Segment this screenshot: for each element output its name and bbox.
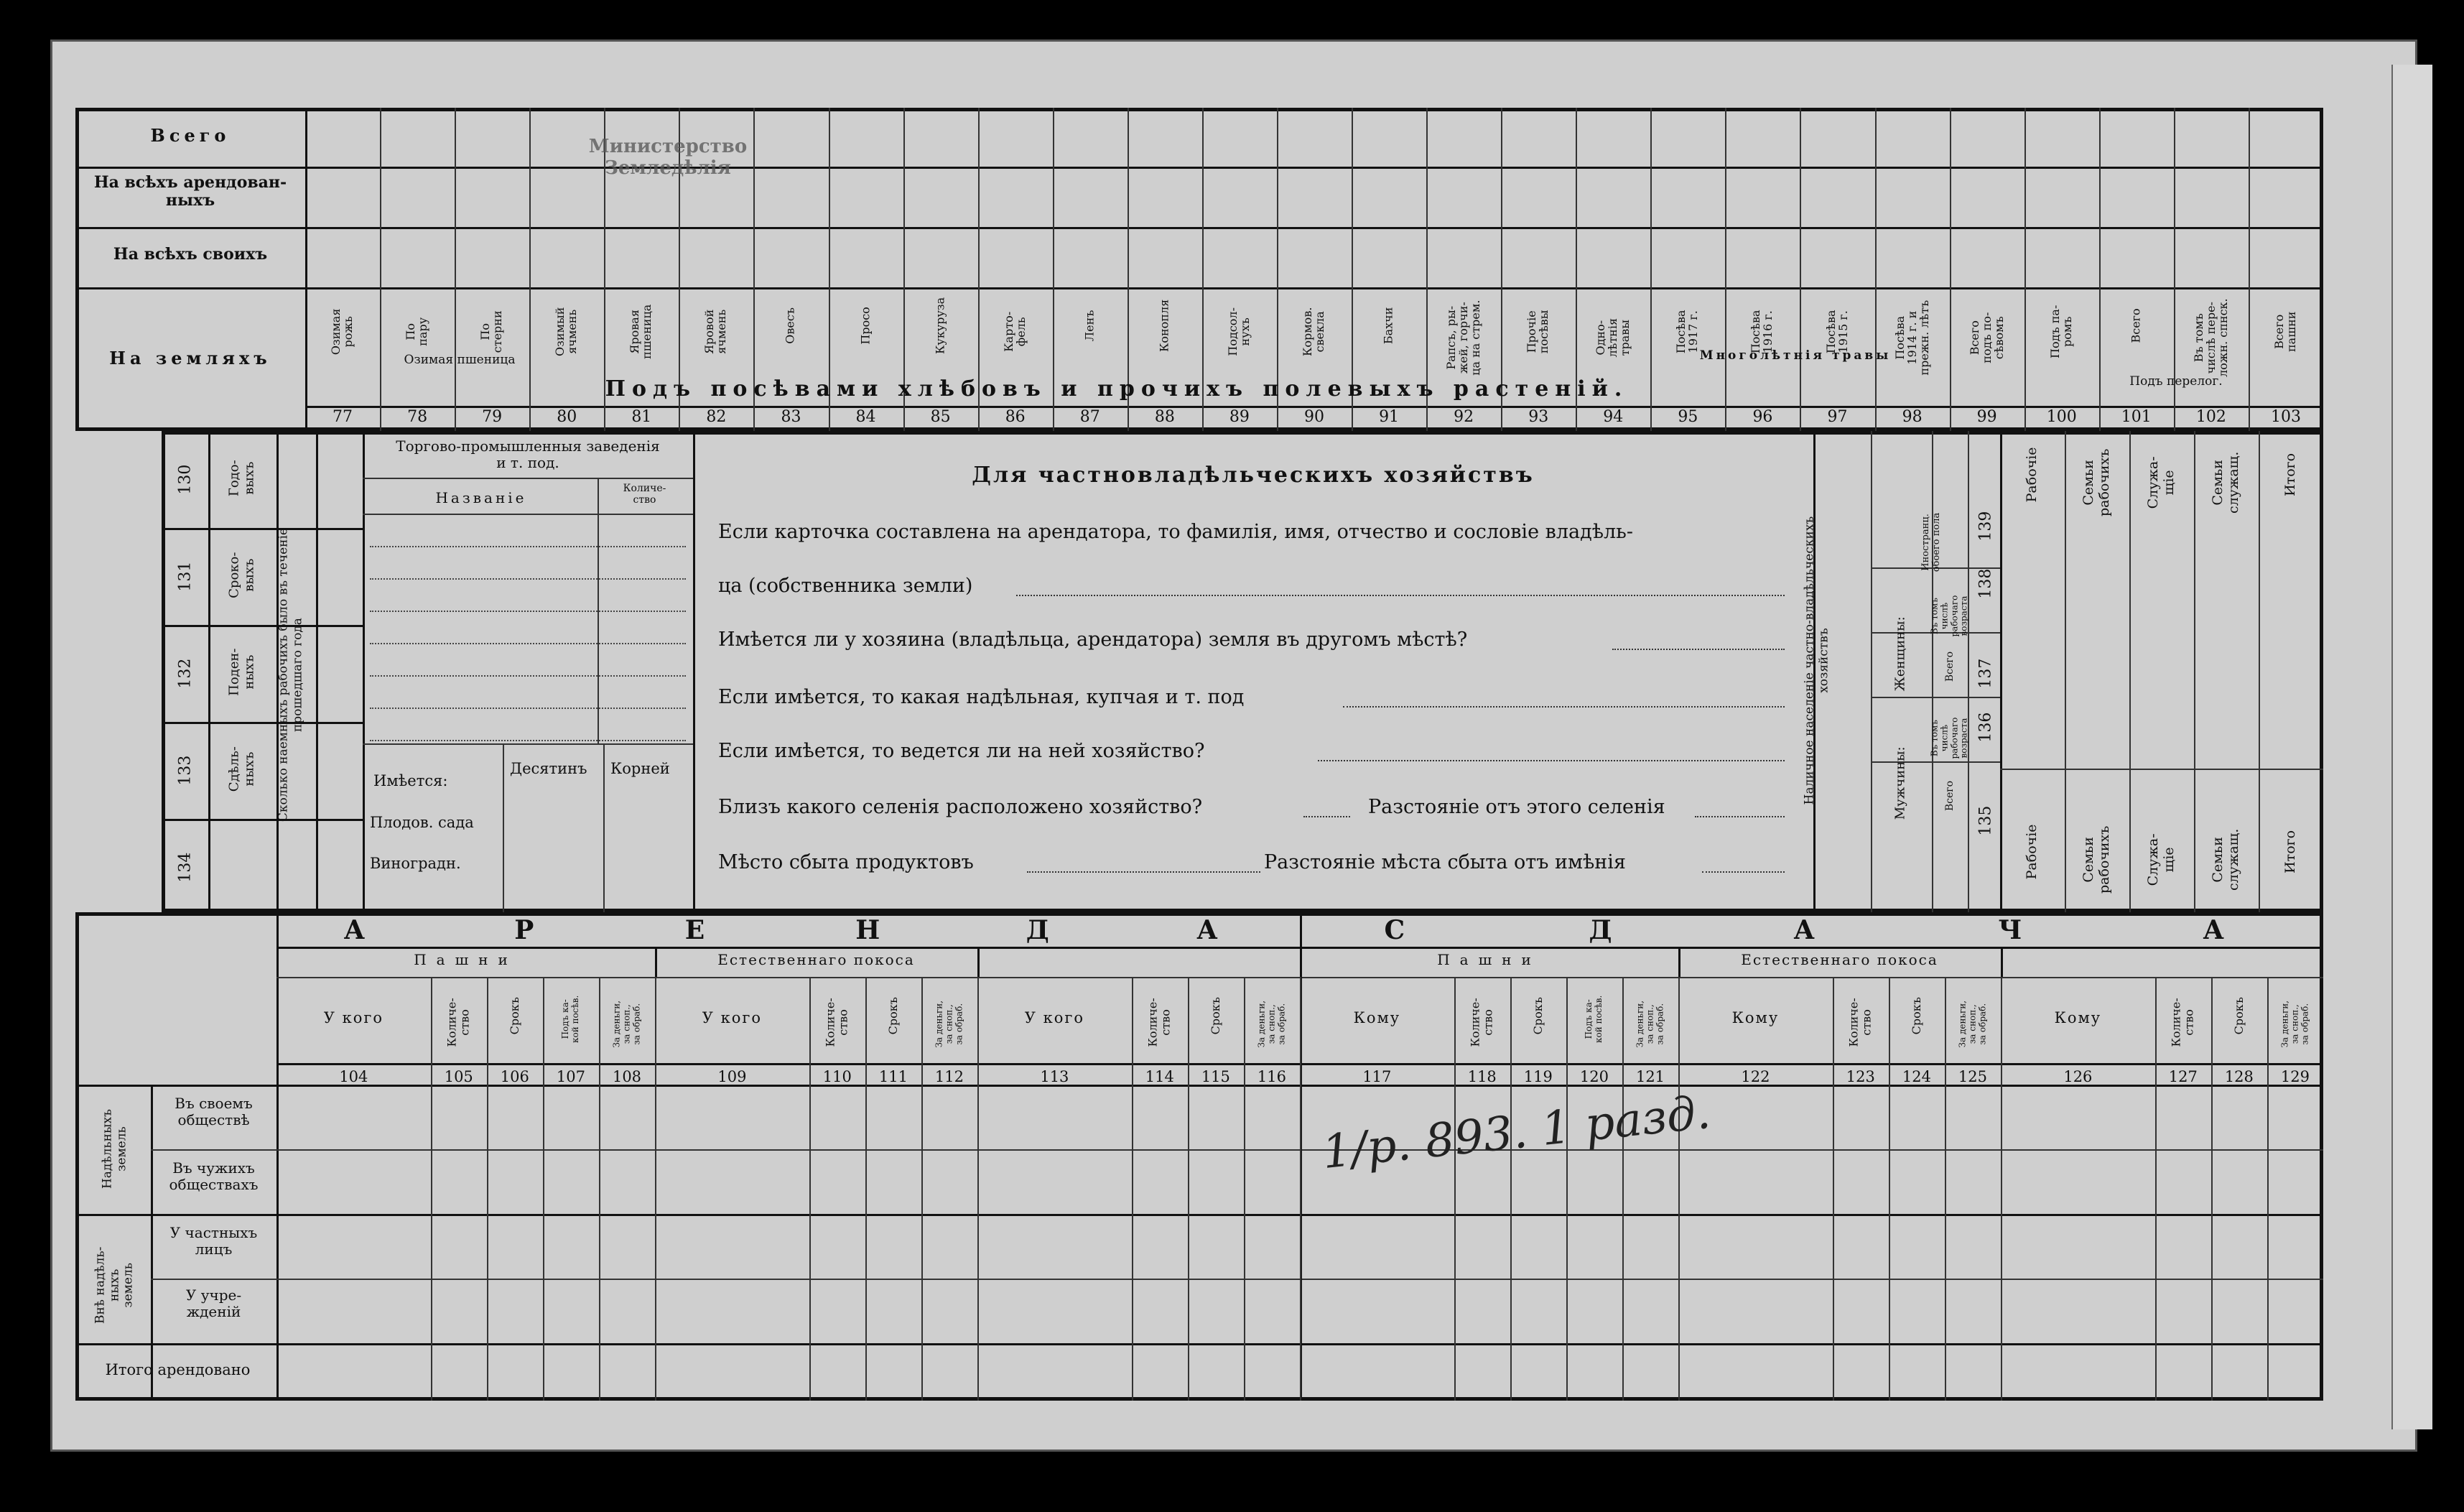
crop-header: Озимый ячмень [553, 307, 580, 356]
crop-header: Подсол- нухъ [1226, 307, 1252, 356]
crop-col-number: 87 [1079, 408, 1100, 426]
population-col-footer: Рабочіе [2024, 824, 2040, 880]
crop-col-number: 84 [855, 408, 876, 426]
crop-col-number: 103 [2270, 408, 2301, 426]
crop-header: Всего подъ по- сѣвомъ [1967, 312, 2006, 363]
crop-col-number: 81 [631, 408, 652, 426]
sdacha-title-letter: А [2203, 915, 2224, 945]
hired-workers-title: Сколько наемныхъ рабочихъ было въ теченіе прошедшаго года [276, 528, 304, 822]
orchard-label: Плодов. сада [370, 814, 474, 831]
has-label: Имѣется: [373, 772, 448, 789]
hired-type-label: Сроко- выхъ [226, 552, 256, 598]
korney-col: Корней [610, 760, 670, 777]
lease-col-number: 108 [612, 1068, 642, 1085]
lease-header: За деньги, за сноп., за обраб. [1957, 1000, 1987, 1048]
crop-header: Кормов. свекла [1301, 307, 1326, 357]
arenda-pashni-header: Пашни [414, 951, 518, 968]
crop-col-number: 101 [2121, 408, 2152, 426]
arenda-title-letter: Д [1026, 915, 1049, 945]
crop-header: Прочіе посѣвы [1525, 310, 1551, 354]
trade-name-col: Названіе [435, 489, 527, 506]
private-line-4: Если имѣется, то какая надѣльная, купчая и т. под [718, 686, 1245, 708]
lease-col-number: 106 [500, 1068, 529, 1085]
crop-col-number: 98 [1902, 408, 1923, 426]
crop-header: Конопля [1157, 299, 1171, 353]
ministry-stamp: Министерство Земледѣлія [588, 136, 748, 179]
crop-header: По стерни [478, 310, 505, 353]
lease-col-number: 107 [556, 1068, 585, 1085]
arenda-title-letter: Е [684, 915, 705, 945]
lease-header: За деньги, за сноп., за обраб. [1635, 1000, 1665, 1048]
crop-col-number: 90 [1303, 408, 1324, 426]
crop-header: Овесъ [784, 307, 798, 344]
men-working-age: Въ томъ числѣ рабочаго возраста [1929, 717, 1969, 759]
population-col-header: Рабочіе [2024, 447, 2040, 503]
lease-col-number: 110 [822, 1068, 852, 1085]
lease-col-number: 118 [1467, 1068, 1497, 1085]
crop-header: Подъ па- ромъ [2047, 305, 2074, 358]
lease-col-number: 112 [934, 1068, 964, 1085]
women-working-age: Въ томъ числѣ рабочаго возраста [1929, 595, 1969, 637]
sdacha-title-letter: С [1384, 915, 1405, 945]
crop-header: Озимая рожь [329, 308, 355, 356]
crop-header: Въ томъ числѣ пере- ложн. спнск. [2191, 298, 2230, 378]
lease-header: Срокъ [2231, 997, 2246, 1035]
lease-header: Срокъ [1208, 997, 1222, 1035]
crop-col-number: 86 [1005, 408, 1026, 426]
hired-col-number: 130 [176, 464, 195, 495]
crop-col-number: 91 [1379, 408, 1400, 426]
population-col-number: 136 [1976, 712, 1995, 743]
lease-col-number: 109 [717, 1068, 747, 1085]
hired-type-label: Сдѣль- ныхъ [226, 746, 256, 792]
crop-col-number: 97 [1827, 408, 1848, 426]
hired-type-label: Поден- ныхъ [226, 648, 256, 696]
lease-col-number: 121 [1635, 1068, 1665, 1085]
lease-col-number: 114 [1145, 1068, 1174, 1085]
population-col-footer: Служа- щіе [2145, 833, 2177, 886]
row-label-own: На всѣхъ своихъ [113, 245, 268, 264]
population-col-number: 139 [1976, 511, 1995, 542]
crop-col-number: 88 [1154, 408, 1175, 426]
lease-header: Срокъ [885, 997, 900, 1035]
hired-col-number: 132 [176, 658, 195, 689]
lease-header: Срокъ [507, 997, 521, 1035]
crop-header: Посѣва 1917 г. [1674, 310, 1701, 354]
arenda-title-letter: А [1196, 915, 1218, 945]
next-page-edge [2391, 65, 2432, 1429]
lease-col-number: 126 [2063, 1068, 2093, 1085]
private-line-6a: Близъ какого селенія расположено хозяйство? [718, 796, 1203, 818]
lease-col-number: 128 [2224, 1068, 2254, 1085]
crop-header: Кукуруза [933, 297, 947, 354]
lease-col-number: 116 [1257, 1068, 1286, 1085]
fallow-label: Подъ перелог. [2129, 374, 2223, 389]
crop-header: Яровой ячмень [702, 309, 729, 354]
lease-header: Срокъ [1530, 997, 1545, 1035]
private-line-7b: Разстояніе мѣста сбыта отъ имѣнія [1264, 851, 1626, 873]
trade-row-line [370, 708, 686, 709]
crop-col-number: 85 [930, 408, 951, 426]
crop-col-number: 96 [1752, 408, 1773, 426]
crop-header: Карто- фель [1001, 311, 1028, 352]
hired-col-number: 134 [176, 852, 195, 883]
women-label: Женщины: [1892, 616, 1908, 692]
private-line-7a: Мѣсто сбыта продуктовъ [718, 851, 974, 873]
trade-row-line [370, 578, 686, 580]
trade-row-line [370, 740, 686, 741]
crop-header: Всего пашни [2272, 311, 2298, 352]
lease-header: За деньги, за сноп., за обраб. [1256, 1000, 1286, 1048]
row-total-rented: Итого арендовано [105, 1361, 251, 1378]
crop-header: Яровая пшеница [628, 304, 654, 359]
lease-col-number: 113 [1040, 1068, 1069, 1085]
trade-qty-col: Количе- ство [623, 483, 666, 506]
hired-col-number: 131 [176, 561, 195, 592]
crop-col-number: 102 [2195, 408, 2226, 426]
crop-col-number: 93 [1528, 408, 1549, 426]
trade-row-line [370, 611, 686, 612]
desyatin-col: Десятинъ [510, 760, 587, 777]
lease-header-who: У кого [323, 1009, 383, 1026]
lease-header: Количе- ство [823, 998, 850, 1047]
arenda-pokos-header: Естественнаго покоса [717, 951, 915, 968]
population-title: Наличное населеніе частно-владѣльческихъ хозяйствъ [1802, 516, 1831, 805]
sdacha-title-letter: А [1793, 915, 1815, 945]
crop-col-number: 79 [482, 408, 503, 426]
sdacha-title-letter: Ч [1998, 915, 2022, 945]
row-group-nadel: Надѣльныхъ земель [100, 1109, 129, 1189]
lease-col-number: 111 [878, 1068, 908, 1085]
sdacha-title-letter: Д [1589, 915, 1612, 945]
men-label: Мужчины: [1892, 746, 1908, 820]
crop-col-number: 80 [557, 408, 577, 426]
population-col-header: Семьи рабочихъ [2081, 448, 2112, 517]
population-col-header: Итого [2282, 453, 2299, 496]
lease-col-number: 104 [339, 1068, 368, 1085]
lease-header: Количе- ство [1468, 998, 1495, 1047]
crop-col-number: 82 [706, 408, 727, 426]
crop-col-number: 77 [333, 408, 353, 426]
lease-header: Подъ ка- кой посѣв. [560, 995, 580, 1043]
crop-header: Посѣва 1916 г. [1749, 310, 1775, 354]
lease-header: За деньги, за сноп., за обраб. [2279, 1000, 2310, 1048]
vineyard-label: Виноградн. [370, 855, 461, 872]
lease-col-number: 123 [1846, 1068, 1875, 1085]
lease-header: Количе- ство [445, 998, 472, 1047]
winter-wheat-label: Озимая пшеница [404, 353, 516, 367]
row-other-societies: Въ чужихъ обществахъ [169, 1159, 259, 1193]
crop-col-number: 92 [1454, 408, 1474, 426]
lease-col-number: 129 [2280, 1068, 2310, 1085]
trade-title: Торгово-промышленныя заведенія и т. под. [396, 437, 660, 471]
women-total-label: Всего [1943, 651, 1956, 682]
row-private-persons: У частныхъ лицъ [169, 1224, 258, 1258]
population-col-number: 138 [1976, 568, 1995, 599]
crop-header: Всего [2129, 308, 2143, 343]
men-total-label: Всего [1943, 780, 1956, 812]
private-line-6b: Разстояніе отъ этого селенія [1368, 796, 1665, 818]
lease-col-number: 125 [1958, 1068, 1988, 1085]
lease-col-number: 124 [1902, 1068, 1931, 1085]
population-col-footer: Итого [2282, 830, 2299, 873]
row-label-rented: На всѣхъ арендован- ныхъ [93, 173, 287, 210]
lease-col-number: 120 [1579, 1068, 1609, 1085]
population-col-footer: Семьи служащ. [2210, 828, 2241, 891]
row-group-vne-nadel: Внѣ надѣль- ныхъ земель [93, 1246, 136, 1325]
population-col-number: 135 [1976, 805, 1995, 836]
lease-header-who: Кому [1731, 1009, 1780, 1026]
trade-row-line [370, 546, 686, 547]
row-label-on-lands: На земляхъ [109, 348, 271, 368]
row-own-society: Въ своемъ обществѣ [175, 1095, 253, 1128]
crop-col-number: 89 [1229, 408, 1250, 426]
row-institutions: У учре- жденій [185, 1286, 242, 1320]
crop-header: Бахчи [1381, 307, 1395, 345]
population-col-footer: Семьи рабочихъ [2081, 825, 2112, 894]
lease-col-number: 127 [2168, 1068, 2198, 1085]
lease-col-number: 119 [1523, 1068, 1553, 1085]
lease-header: Количе- ство [1145, 998, 1173, 1047]
crop-header: Ленъ [1082, 310, 1097, 342]
sdacha-pashni-header: Пашни [1437, 951, 1541, 968]
hired-col-number: 133 [176, 755, 195, 786]
crop-col-number: 99 [1976, 408, 1997, 426]
crop-col-number: 83 [781, 408, 801, 426]
private-line-3: Имѣется ли у хозяина (владѣльца, арендатора) земля въ другомъ мѣстѣ? [718, 629, 1468, 651]
population-col-number: 137 [1976, 658, 1995, 689]
sdacha-pokos-header: Естественнаго покоса [1741, 951, 1938, 968]
crop-col-number: 100 [2046, 408, 2077, 426]
foreigners-label: Иностранц. обоего пола [1920, 512, 1942, 572]
lease-col-number: 117 [1362, 1068, 1392, 1085]
lease-header: Подъ ка- кой посѣв. [1584, 995, 1604, 1043]
crop-header: По пару [404, 317, 430, 346]
lease-header-who: Кому [2054, 1009, 2102, 1026]
arenda-title-letter: Н [855, 915, 880, 945]
arenda-title-letter: Р [514, 915, 534, 945]
crop-header: Посѣва 1915 г. [1823, 310, 1850, 354]
population-col-header: Служа- щіе [2145, 456, 2177, 509]
handwritten-note: 1/р. 893. 1 разд. [1319, 1085, 1714, 1180]
crop-col-number: 78 [407, 408, 428, 426]
crops-title: Подъ посѣвами хлѣбовъ и прочихъ полевыхъ растеній. [605, 376, 1629, 402]
crop-header: Просо [858, 307, 873, 345]
crop-col-number: 94 [1603, 408, 1624, 426]
trade-row-line [370, 675, 686, 677]
lease-header: Срокъ [1909, 997, 1923, 1035]
lease-header: Количе- ство [2169, 998, 2196, 1047]
lease-header: Количе- ство [1846, 998, 1874, 1047]
lease-col-number: 105 [444, 1068, 473, 1085]
lease-header-who: У кого [1024, 1009, 1084, 1026]
private-line-2: ца (собственника земли) [718, 575, 973, 597]
perennial-grass-label: Многолѣтнія травы [1699, 348, 1892, 363]
trade-row-line [370, 643, 686, 644]
crop-col-number: 95 [1678, 408, 1698, 426]
lease-header: За деньги, за сноп., за обраб. [611, 1000, 641, 1048]
lease-col-number: 115 [1201, 1068, 1230, 1085]
lease-header-who: Кому [1353, 1009, 1401, 1026]
row-label-total: Всего [150, 125, 231, 146]
crop-header: Посѣва 1914 г. и прежн. лѣтъ [1892, 300, 1930, 376]
lease-col-number: 122 [1741, 1068, 1770, 1085]
private-line-1: Если карточка составлена на арендатора, то фамилія, имя, отчество и сословіе владѣль- [718, 521, 1633, 543]
population-col-header: Семьи служащ. [2210, 451, 2241, 514]
lease-header-who: У кого [702, 1009, 763, 1026]
arenda-title-letter: А [343, 915, 366, 945]
private-line-5: Если имѣется, то ведется ли на ней хозяйство? [718, 740, 1205, 762]
hired-type-label: Годо- выхъ [226, 460, 256, 497]
crop-header: Одно- лѣтнія травы [1594, 317, 1632, 358]
private-farm-title: Для частновладѣльческихъ хозяйствъ [972, 463, 1535, 488]
lease-header: За деньги, за сноп., за обраб. [934, 1000, 964, 1048]
crop-header: Рапсъ, ры- жей, горчи- ца на стрем. [1443, 300, 1482, 376]
